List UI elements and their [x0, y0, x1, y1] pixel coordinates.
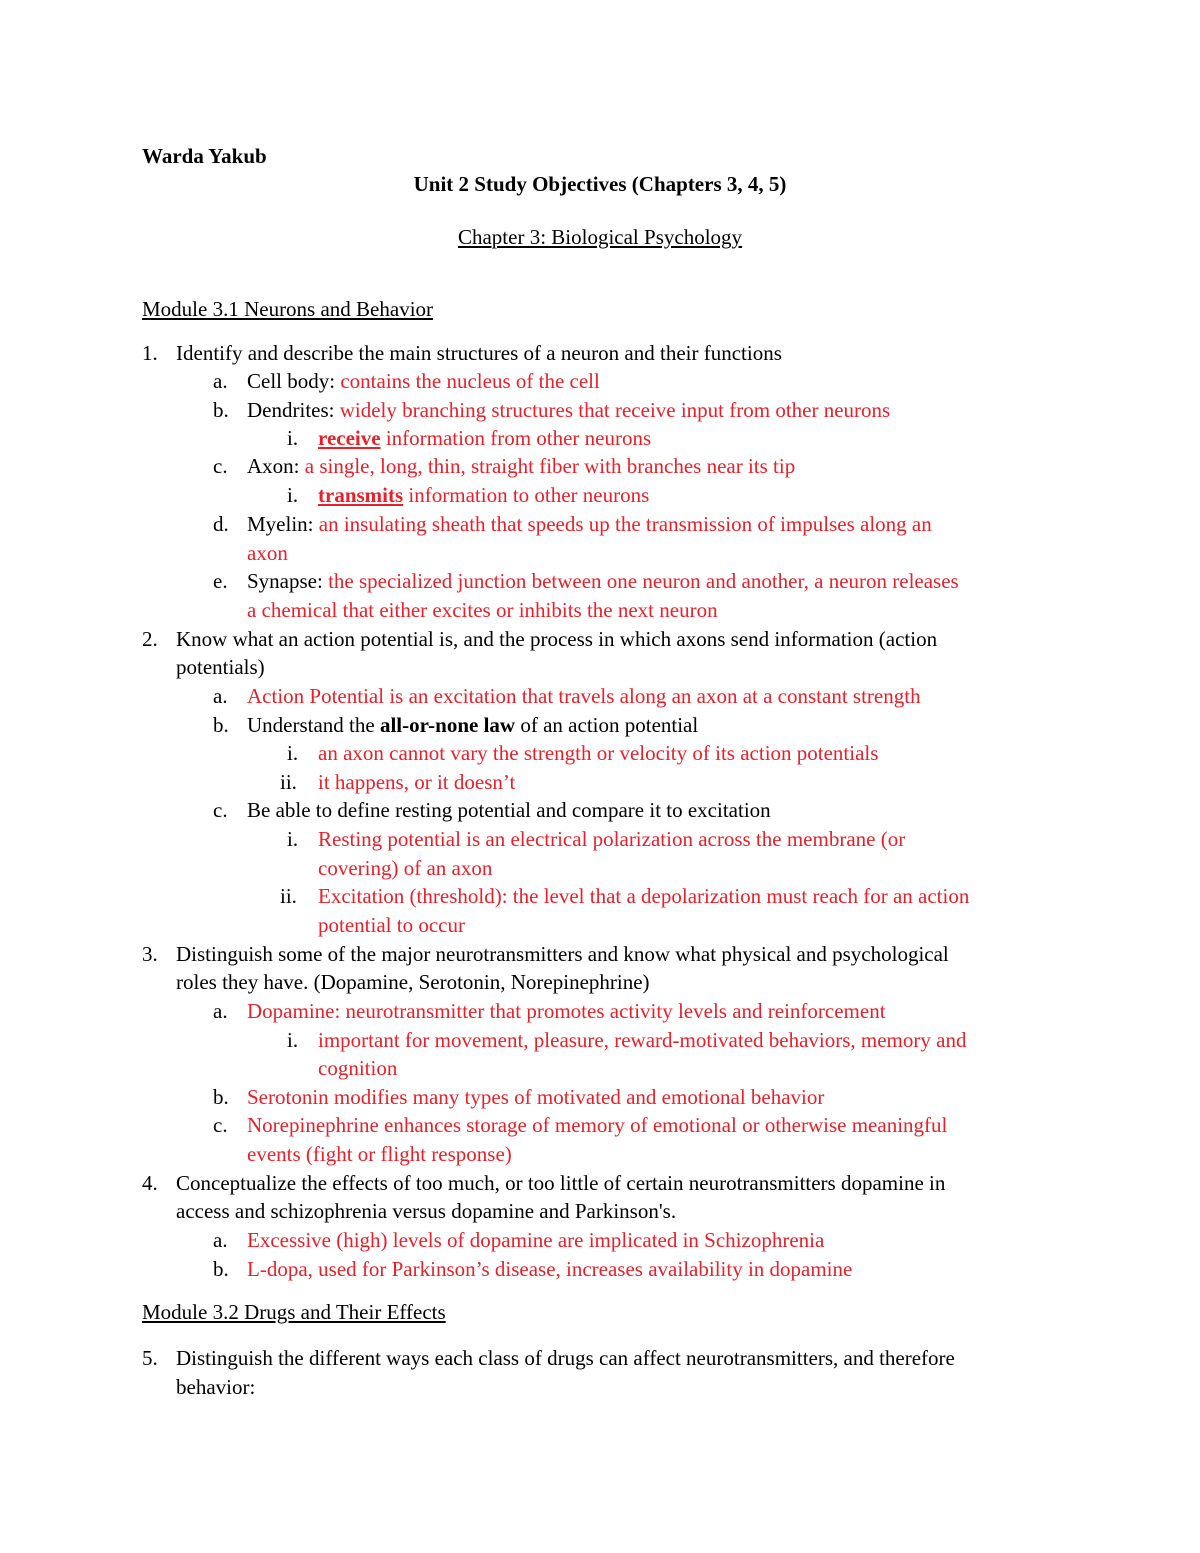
list-number: 1. [142, 341, 158, 365]
term-label: Axon: [247, 454, 305, 478]
answer-text: it happens, or it doesn’t [318, 770, 516, 794]
answer-text: events (fight or flight response) [247, 1142, 512, 1166]
answer-text: important for movement, pleasure, reward-motivated behaviors, memory and [318, 1028, 967, 1052]
answer-text: Action Potential is an excitation that travels along an axon at a constant strength [247, 684, 921, 708]
list-roman: ii. [280, 770, 297, 794]
answer-text: Resting potential is an electrical polarization across the membrane (or [318, 827, 906, 851]
list-number: 2. [142, 627, 158, 651]
objective-text: access and schizophrenia versus dopamine and Parkinson's. [176, 1199, 677, 1223]
answer-text: Excessive (high) levels of dopamine are implicated in Schizophrenia [247, 1228, 825, 1252]
list-letter: b. [213, 1257, 229, 1281]
module-heading: Module 3.1 Neurons and Behavior [142, 297, 434, 321]
answer-text: Dopamine: neurotransmitter that promotes activity levels and reinforcement [247, 999, 886, 1023]
list-letter: c. [213, 454, 228, 478]
answer-text: L-dopa, used for Parkinson’s disease, increases availability in dopamine [247, 1257, 853, 1281]
list-item [247, 510, 932, 538]
objective-text: Distinguish the different ways each class of drugs can affect neurotransmitters, and therefore [176, 1346, 955, 1370]
list-number: 4. [142, 1171, 158, 1195]
answer-text: an axon cannot vary the strength or velocity of its action potentials [318, 741, 879, 765]
objective-text: roles they have. (Dopamine, Serotonin, Norepinephrine) [176, 970, 650, 994]
list-item [247, 396, 890, 424]
list-item [247, 367, 600, 395]
term-label: Myelin: [247, 512, 319, 536]
list-letter: a. [213, 999, 228, 1023]
objective-text: Identify and describe the main structures of a neuron and their functions [176, 341, 782, 365]
keyword: receive [318, 426, 381, 450]
answer-text: information from other neurons [380, 426, 652, 450]
list-letter: b. [213, 1085, 229, 1109]
list-item [247, 452, 795, 480]
list-letter: c. [213, 798, 228, 822]
list-letter: a. [213, 1228, 228, 1252]
keyword: all-or-none law [379, 713, 516, 737]
objective-text: Distinguish some of the major neurotransmitters and know what physical and psychological [176, 942, 949, 966]
answer-text: the specialized junction between one neuron and another, a neuron releases [328, 569, 959, 593]
list-letter: c. [213, 1113, 228, 1137]
list-roman: i. [287, 827, 299, 851]
objective-text: Conceptualize the effects of too much, or too little of certain neurotransmitters dopamine in [176, 1171, 946, 1195]
list-letter: d. [213, 512, 229, 536]
objective-text: of an action potential [515, 713, 699, 737]
objective-text: Understand the [247, 713, 380, 737]
list-item [318, 481, 649, 509]
objective-text: behavior: [176, 1375, 256, 1399]
objective-text: Be able to define resting potential and compare it to excitation [247, 798, 771, 822]
term-label: Dendrites: [247, 398, 340, 422]
list-roman: i. [287, 483, 299, 507]
list-item [247, 711, 698, 739]
answer-text: an insulating sheath that speeds up the transmission of impulses along an [318, 512, 932, 536]
answer-text: Norepinephrine enhances storage of memory of emotional or otherwise meaningful [247, 1113, 948, 1137]
answer-text: Serotonin modifies many types of motivated and emotional behavior [247, 1085, 825, 1109]
answer-text: contains the nucleus of the cell [340, 369, 600, 393]
list-roman: i. [287, 426, 299, 450]
keyword: transmits [318, 483, 404, 507]
objective-text: Know what an action potential is, and the process in which axons send information (action [176, 627, 938, 651]
author-name: Warda Yakub [142, 144, 267, 168]
list-item [318, 424, 651, 452]
list-roman: i. [287, 1028, 299, 1052]
answer-text: a single, long, thin, straight fiber with branches near its tip [304, 454, 796, 478]
module-heading: Module 3.2 Drugs and Their Effects [142, 1300, 446, 1324]
answer-text: cognition [318, 1056, 398, 1080]
list-number: 5. [142, 1346, 158, 1370]
answer-text: axon [247, 541, 288, 565]
list-letter: b. [213, 398, 229, 422]
list-letter: e. [213, 569, 228, 593]
answer-text: covering) of an axon [318, 856, 493, 880]
list-letter: b. [213, 713, 229, 737]
answer-text: widely branching structures that receive input from other neurons [339, 398, 891, 422]
list-item [247, 567, 959, 595]
objective-text: potentials) [176, 655, 265, 679]
list-roman: ii. [280, 884, 297, 908]
term-label: Synapse: [247, 569, 329, 593]
list-number: 3. [142, 942, 158, 966]
answer-text: information to other neurons [403, 483, 650, 507]
chapter-heading: Chapter 3: Biological Psychology [457, 225, 743, 249]
answer-text: Excitation (threshold): the level that a depolarization must reach for an action [318, 884, 970, 908]
answer-text: potential to occur [318, 913, 465, 937]
list-letter: a. [213, 684, 228, 708]
list-letter: a. [213, 369, 228, 393]
answer-text: a chemical that either excites or inhibits the next neuron [247, 598, 718, 622]
term-label: Cell body: [247, 369, 341, 393]
page-title: Unit 2 Study Objectives (Chapters 3, 4, 5) [413, 172, 787, 196]
list-roman: i. [287, 741, 299, 765]
